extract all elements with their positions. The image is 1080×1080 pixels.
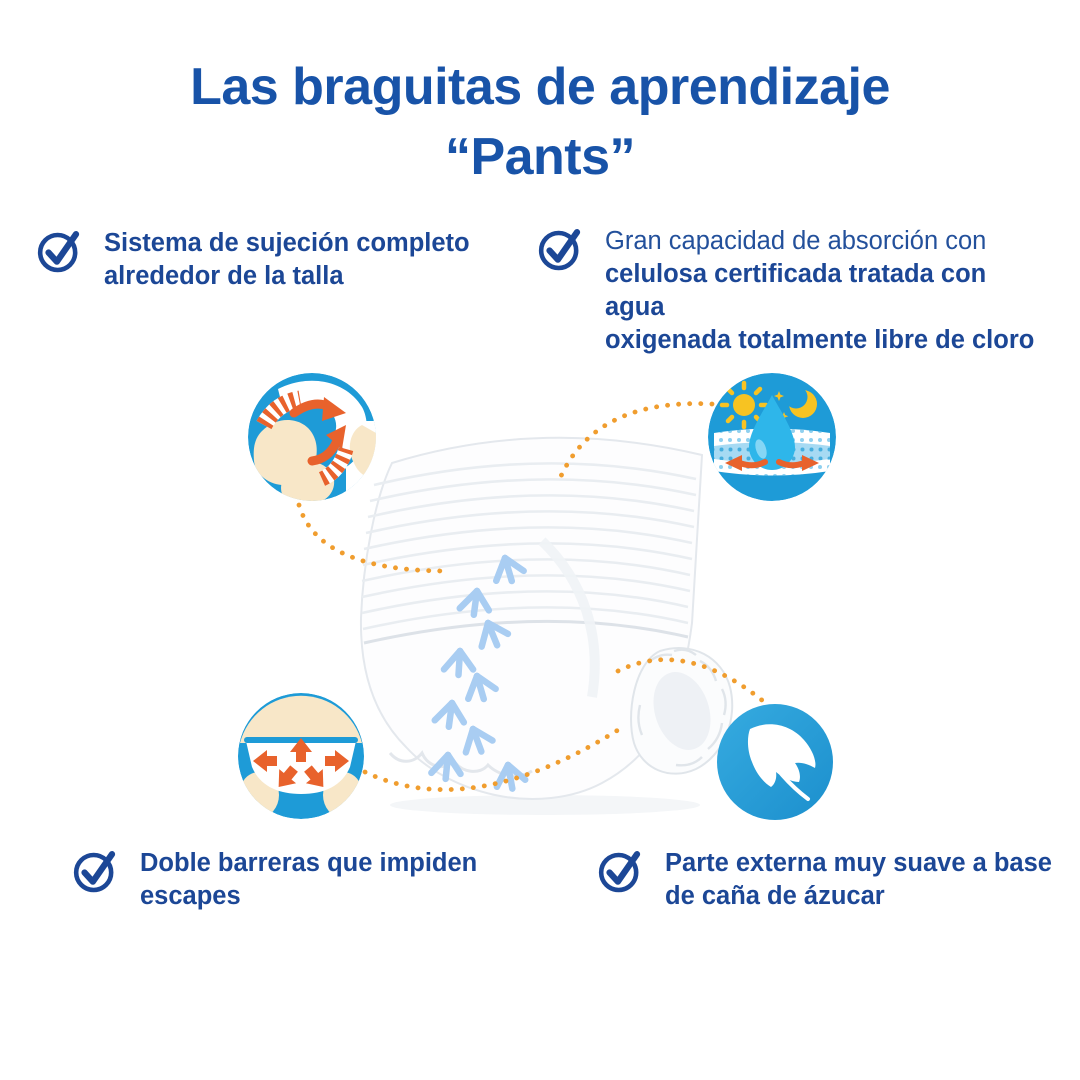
feather-softness-icon [716, 703, 834, 821]
feature-text [605, 225, 1042, 357]
leak-barrier-icon [238, 693, 364, 819]
feature-text [104, 227, 470, 293]
feature-text-line: Gran capacidad de absorción con [605, 227, 987, 255]
feature-text-line: Doble barreras que impiden [140, 849, 478, 877]
page-title-line1: Las braguitas de aprendizaje [190, 58, 890, 116]
feature-text-line: oxigenada totalmente libre de cloro [605, 326, 1035, 354]
waistband-stretch-icon [248, 373, 376, 501]
check-circle-icon [597, 845, 647, 895]
feature-text-line: de caña de ázucar [665, 882, 885, 910]
feature-text-line: escapes [140, 882, 241, 910]
leak-barrier-bubble [238, 693, 364, 819]
feature-text-line: alrededor de la talla [104, 262, 344, 290]
check-circle-icon [537, 223, 587, 273]
feature-sujecion [36, 227, 506, 293]
page-title-line2: “Pants” [444, 128, 636, 186]
check-circle-icon [72, 845, 122, 895]
feature-text-line: celulosa certificada tratada con agua [605, 260, 987, 321]
day-night-absorption-icon [708, 373, 836, 501]
feature-text-line: Parte externa muy suave a base [665, 849, 1052, 877]
feature-barreras [72, 847, 542, 913]
check-circle-icon [36, 225, 86, 275]
feature-absorcion [537, 225, 1042, 357]
waistband-stretch-bubble [248, 373, 376, 501]
feature-text [665, 847, 1052, 913]
feature-text [140, 847, 477, 913]
feature-text-line: Sistema de sujeción completo [104, 229, 470, 257]
feather-softness-bubble [716, 703, 834, 821]
training-pants-product-image [330, 413, 735, 818]
absorption-bubble [708, 373, 836, 501]
feature-suave [597, 847, 1067, 913]
page-title [0, 52, 1080, 192]
